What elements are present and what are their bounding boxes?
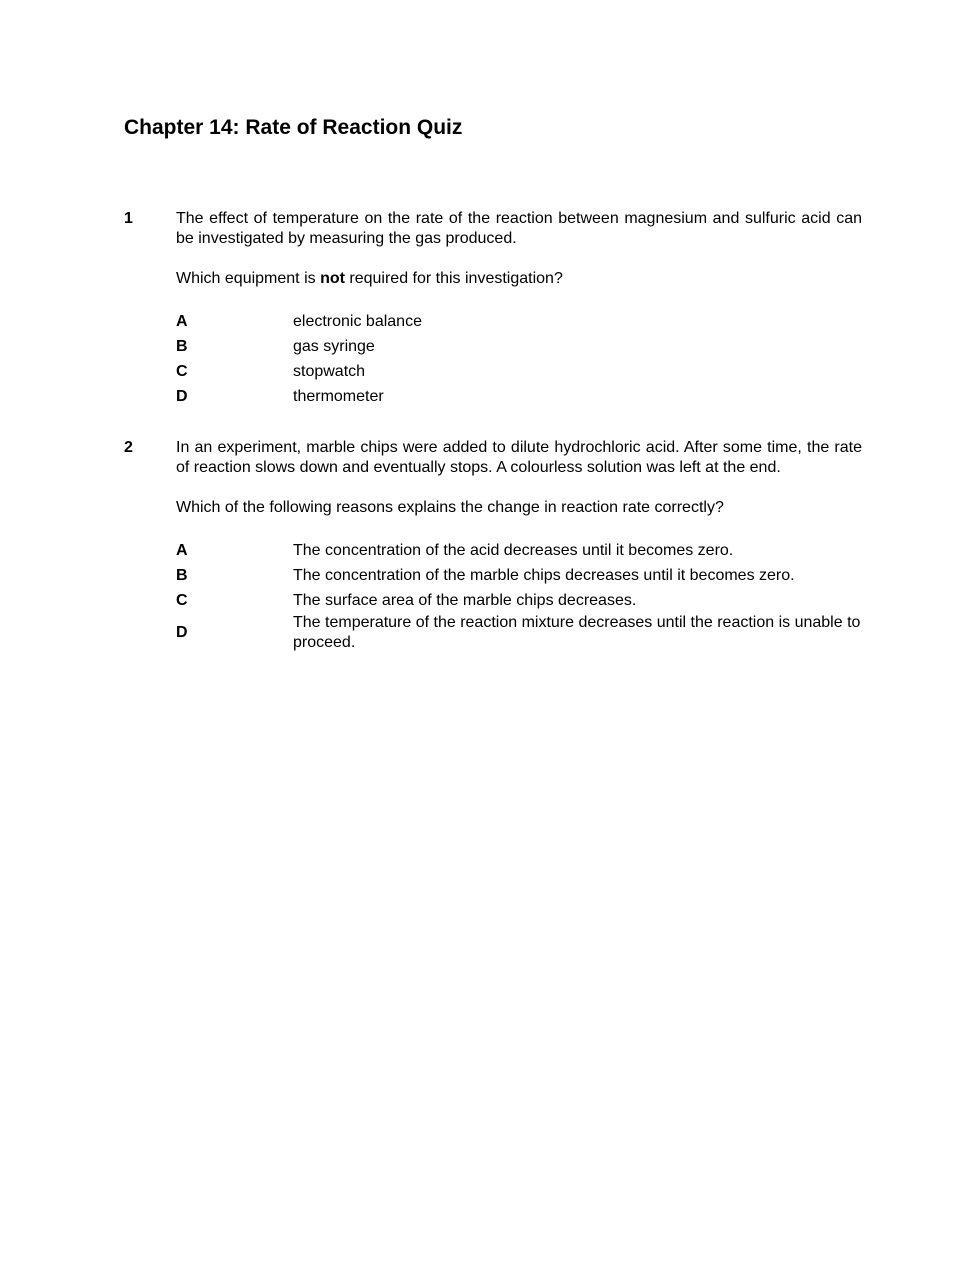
option-text: stopwatch (293, 362, 366, 380)
option-c[interactable] (176, 361, 862, 382)
option-b[interactable] (176, 336, 862, 357)
option-letter: B (176, 566, 188, 584)
question-prompt: Which of the following reasons explains the change in reaction rate correctly? (176, 499, 724, 516)
page-title: Chapter 14: Rate of Reaction Quiz (124, 116, 463, 139)
question-stem: In an experiment, marble chips were added to dilute hydrochloric acid. After some time, the rate of reaction slows down and eventually stops. A colourless solution was left at the end. (176, 439, 862, 476)
option-letter: A (176, 541, 188, 559)
question-number: 1 (124, 210, 133, 227)
question-body (176, 438, 862, 653)
options-list (176, 311, 862, 407)
prompt-text: Which equipment is (176, 270, 321, 287)
option-text: gas syringe (293, 337, 375, 355)
option-a[interactable] (176, 311, 862, 332)
option-d[interactable] (176, 386, 862, 407)
prompt-text: required for this investigation? (344, 270, 563, 287)
option-letter: B (176, 337, 188, 355)
question-number: 2 (124, 439, 133, 456)
option-letter: D (176, 624, 188, 641)
option-d[interactable] (176, 613, 862, 653)
option-text: The concentration of the marble chips decreases until it becomes zero. (293, 566, 795, 584)
option-letter: D (176, 387, 188, 405)
option-text: thermometer (293, 387, 384, 405)
option-letter: C (176, 591, 188, 609)
question-stem: The effect of temperature on the rate of the reaction between magnesium and sulfuric acid can be investigated by measuring the gas produced. (176, 210, 862, 247)
option-text: The surface area of the marble chips decreases. (293, 591, 637, 609)
option-text: electronic balance (293, 312, 422, 330)
option-c[interactable] (176, 590, 862, 611)
option-text: The temperature of the reaction mixture decreases until the reaction is unable to proceed. (293, 614, 861, 651)
option-letter: C (176, 362, 188, 380)
option-a[interactable] (176, 540, 862, 561)
options-list (176, 540, 862, 653)
option-letter: A (176, 312, 188, 330)
prompt-emphasis: not (320, 270, 345, 287)
question-body (176, 209, 862, 407)
question-prompt (176, 269, 862, 289)
option-b[interactable] (176, 565, 862, 586)
option-text: The concentration of the acid decreases until it becomes zero. (293, 541, 734, 559)
